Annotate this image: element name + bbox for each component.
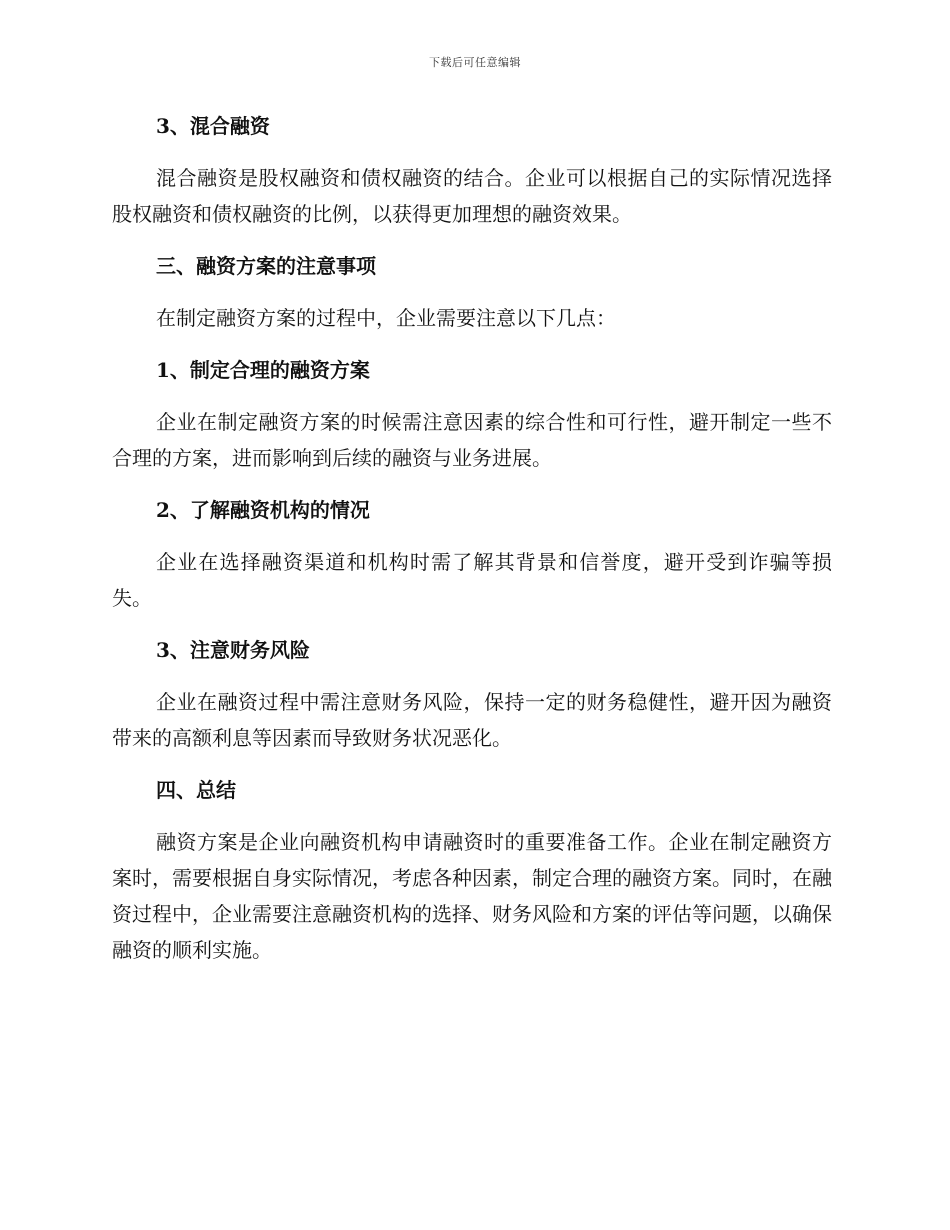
page-header: 下载后可任意编辑 bbox=[429, 56, 521, 69]
paragraph-reasonable-plan: 企业在制定融资方案的时候需注意因素的综合性和可行性，避开制定一些不合理的方案，进而影响到后续的融资与业务进展。 bbox=[112, 410, 832, 470]
section-heading-summary: 四、总结 bbox=[156, 778, 236, 802]
document-body bbox=[112, 108, 832, 968]
paragraph-hybrid-financing: 混合融资是股权融资和债权融资的结合。企业可以根据自己的实际情况选择股权融资和债权融资的比例，以获得更加理想的融资效果。 bbox=[112, 166, 832, 226]
paragraph-know-institutions: 企业在选择融资渠道和机构时需了解其背景和信誉度，避开受到诈骗等损失。 bbox=[112, 550, 832, 610]
subheading-financial-risk: 3、注意财务风险 bbox=[156, 638, 310, 662]
subheading-reasonable-plan: 1、制定合理的融资方案 bbox=[156, 358, 370, 382]
paragraph-precautions-intro: 在制定融资方案的过程中，企业需要注意以下几点： bbox=[156, 306, 616, 330]
section-heading-precautions: 三、融资方案的注意事项 bbox=[156, 254, 376, 278]
paragraph-summary: 融资方案是企业向融资机构申请融资时的重要准备工作。企业在制定融资方案时，需要根据自身实际情况，考虑各种因素，制定合理的融资方案。同时，在融资过程中，企业需要注意融资机构的选择、财务风险和方案的评估等问题，以确保融资的顺利实施。 bbox=[112, 830, 832, 962]
paragraph-financial-risk: 企业在融资过程中需注意财务风险，保持一定的财务稳健性，避开因为融资带来的高额利息等因素而导致财务状况恶化。 bbox=[112, 690, 832, 750]
section-heading-hybrid-financing: 3、混合融资 bbox=[156, 114, 270, 138]
subheading-know-institutions: 2、了解融资机构的情况 bbox=[156, 498, 370, 522]
